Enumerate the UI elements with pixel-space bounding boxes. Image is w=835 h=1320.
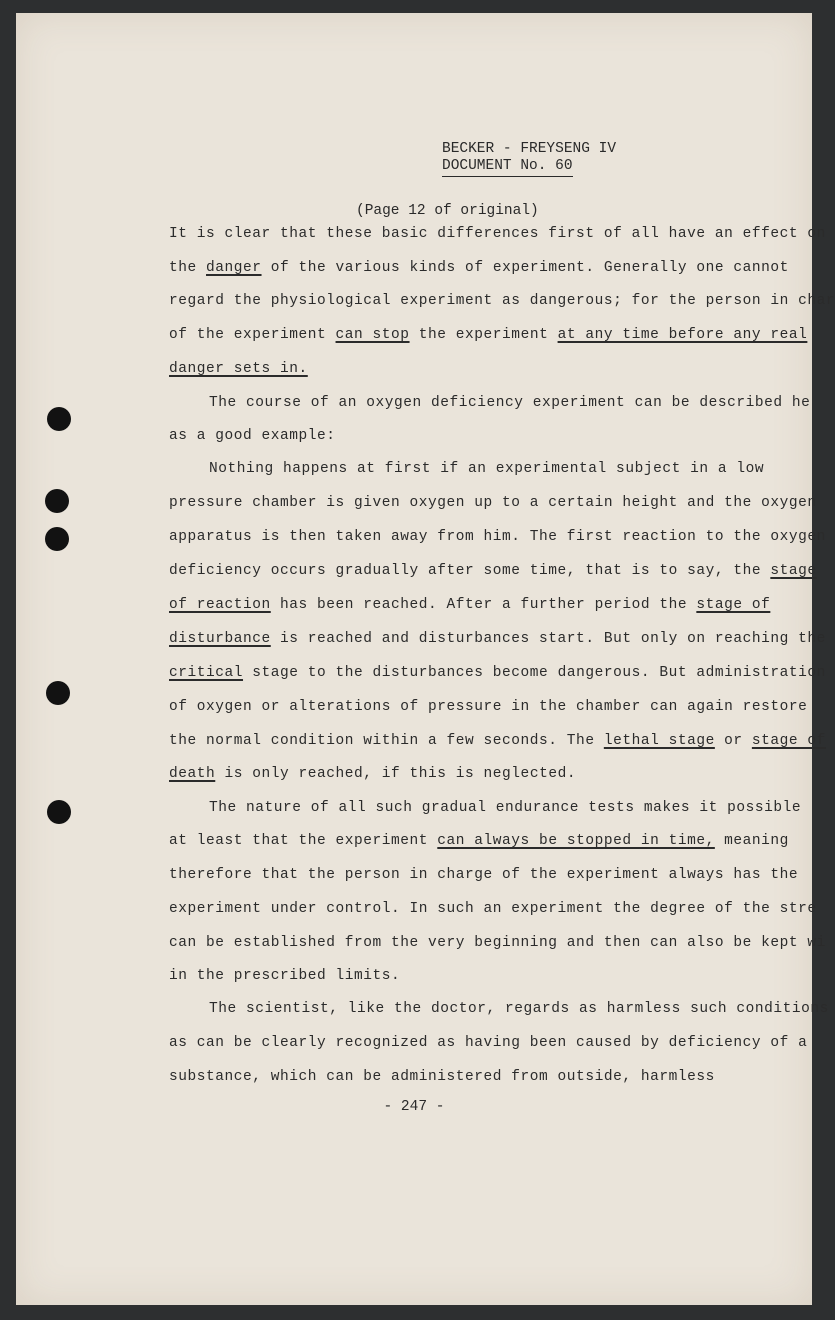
punch-hole [45,527,69,551]
header-title: BECKER - FREYSENG IV [442,141,617,157]
text-line: critical stage to the disturbances become dangerous. But administration [169,665,826,681]
text-line: substance, which can be administered from outside, harmless [169,1069,715,1085]
text-line: as a good example: [169,428,336,444]
text-line: of the experiment can stop the experiment at any time before any real [169,327,808,343]
text-line: deficiency occurs gradually after some time, that is to say, the stage [169,563,817,579]
text-line: the danger of the various kinds of experiment. Generally one cannot [169,260,789,276]
text-line: The nature of all such gradual endurance tests makes it possible [209,800,802,816]
punch-hole [47,407,71,431]
punch-hole [47,800,71,824]
text-line: The scientist, like the doctor, regards as harmless such conditions [209,1001,829,1017]
page-reference: (Page 12 of original) [356,203,539,219]
text-line: of reaction has been reached. After a further period the stage of [169,597,771,613]
text-line: in the prescribed limits. [169,968,401,984]
text-line: danger sets in. [169,361,308,377]
text-line: pressure chamber is given oxygen up to a certain height and the oxygen [169,495,817,511]
text-line: can be established from the very beginning and then can also be kept wi [169,935,826,951]
text-line: of oxygen or alterations of pressure in the chamber can again restore [169,699,808,715]
text-line: regard the physiological experiment as dangerous; for the person in char [169,293,835,309]
text-line: disturbance is reached and disturbances start. But only on reaching the [169,631,826,647]
text-line: It is clear that these basic differences first of all have an effect on [169,226,826,242]
text-line: death is only reached, if this is neglected. [169,766,577,782]
page-number: - 247 - [383,1099,445,1115]
document-number: DOCUMENT No. 60 [442,158,573,177]
text-line: experiment under control. In such an experiment the degree of the stre [169,901,817,917]
text-line: Nothing happens at first if an experimental subject in a low [209,461,765,477]
text-line: the normal condition within a few seconds. The lethal stage or stage of [169,733,826,749]
punch-hole [46,681,70,705]
text-line: The course of an oxygen deficiency experiment can be described he [209,395,811,411]
text-line: as can be clearly recognized as having been caused by deficiency of a [169,1035,808,1051]
text-line: at least that the experiment can always be stopped in time, meaning [169,833,789,849]
text-line: therefore that the person in charge of the experiment always has the [169,867,799,883]
text-line: apparatus is then taken away from him. The first reaction to the oxygen [169,529,826,545]
punch-hole [45,489,69,513]
